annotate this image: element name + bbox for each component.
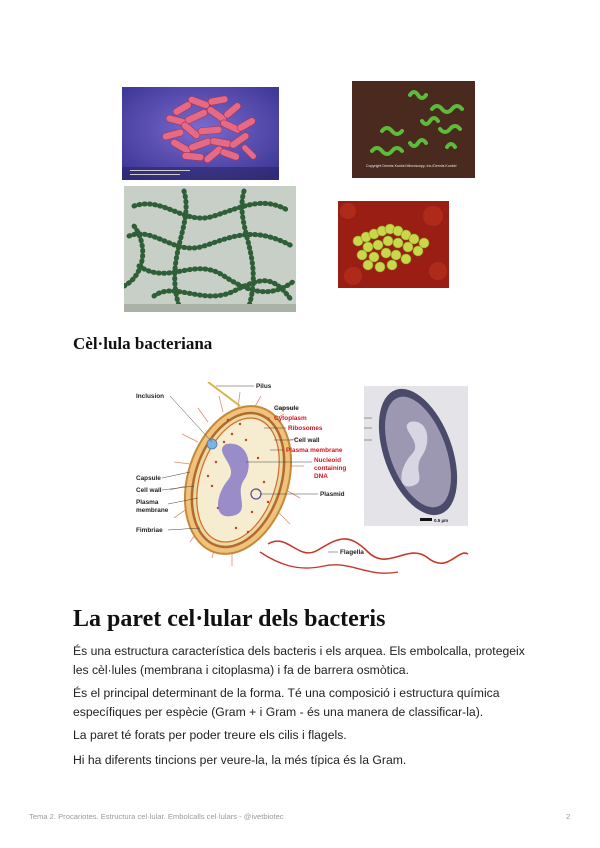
paragraph-3: La paret té forats per poder treure els cilis i flagels.: [73, 728, 347, 742]
label-nucleoid-1: Nucleoid: [314, 457, 341, 464]
label-flagella: Flagella: [340, 549, 364, 556]
label-cell-wall-left: Cell wall: [136, 487, 162, 494]
label-plasma-membrane-left-2: membrane: [136, 507, 169, 514]
label-ribosomes: Ribosomes: [288, 425, 323, 432]
label-capsule-left: Capsule: [136, 475, 161, 482]
label-cell-wall-right: Cell wall: [294, 437, 320, 444]
photo-rod-bacteria: [122, 87, 279, 180]
photo-cocci-chains: [124, 186, 296, 312]
spirilla-copyright: Copyright Dennis Kunkel Microscopy, Inc./Dennis Kunkel: [366, 164, 457, 168]
label-fimbriae: Fimbriae: [136, 527, 163, 534]
label-pilus: Pilus: [256, 383, 272, 390]
bacterial-cell-diagram: [128, 382, 470, 582]
label-plasma-membrane-left: Plasma: [136, 499, 159, 506]
label-plasmid: Plasmid: [320, 491, 345, 498]
label-capsule-right: Capsule: [274, 405, 299, 412]
label-nucleoid-2: containing: [314, 465, 347, 472]
section-heading: Cèl·lula bacteriana: [73, 334, 213, 353]
footer-text: Tema 2. Procariotes. Estructura cel·lular. Embolcalls cel·lulars - @ivetbiotec: [29, 812, 284, 821]
main-heading: La paret cel·lular dels bacteris: [73, 606, 386, 632]
label-cytoplasm: Cytoplasm: [274, 415, 307, 422]
photo-cocci-cluster: [338, 201, 449, 288]
scale-bar-label: 0.5 µm: [434, 518, 449, 523]
paragraph-2: És el principal determinant de la forma. Té una composició i estructura química específiques per espècie (Gram + i Gram - és una manera de classificar-la).: [73, 686, 500, 719]
footer-page-number: 2: [566, 812, 571, 821]
paragraph-4: Hi ha diferents tincions per veure-la, la més típica és la Gram.: [73, 753, 407, 767]
label-plasma-membrane-right: Plasma membrane: [286, 447, 343, 454]
photo-spirilla-bacteria: [352, 81, 475, 178]
paragraph-1: És una estructura característica dels bacteris i els arquea. Els embolcalla, protegeix les cèl·lules (membrana i citoplasma) i fa de barrera osmòtica.: [73, 644, 525, 677]
label-inclusion: Inclusion: [136, 393, 165, 400]
label-nucleoid-3: DNA: [314, 473, 328, 480]
